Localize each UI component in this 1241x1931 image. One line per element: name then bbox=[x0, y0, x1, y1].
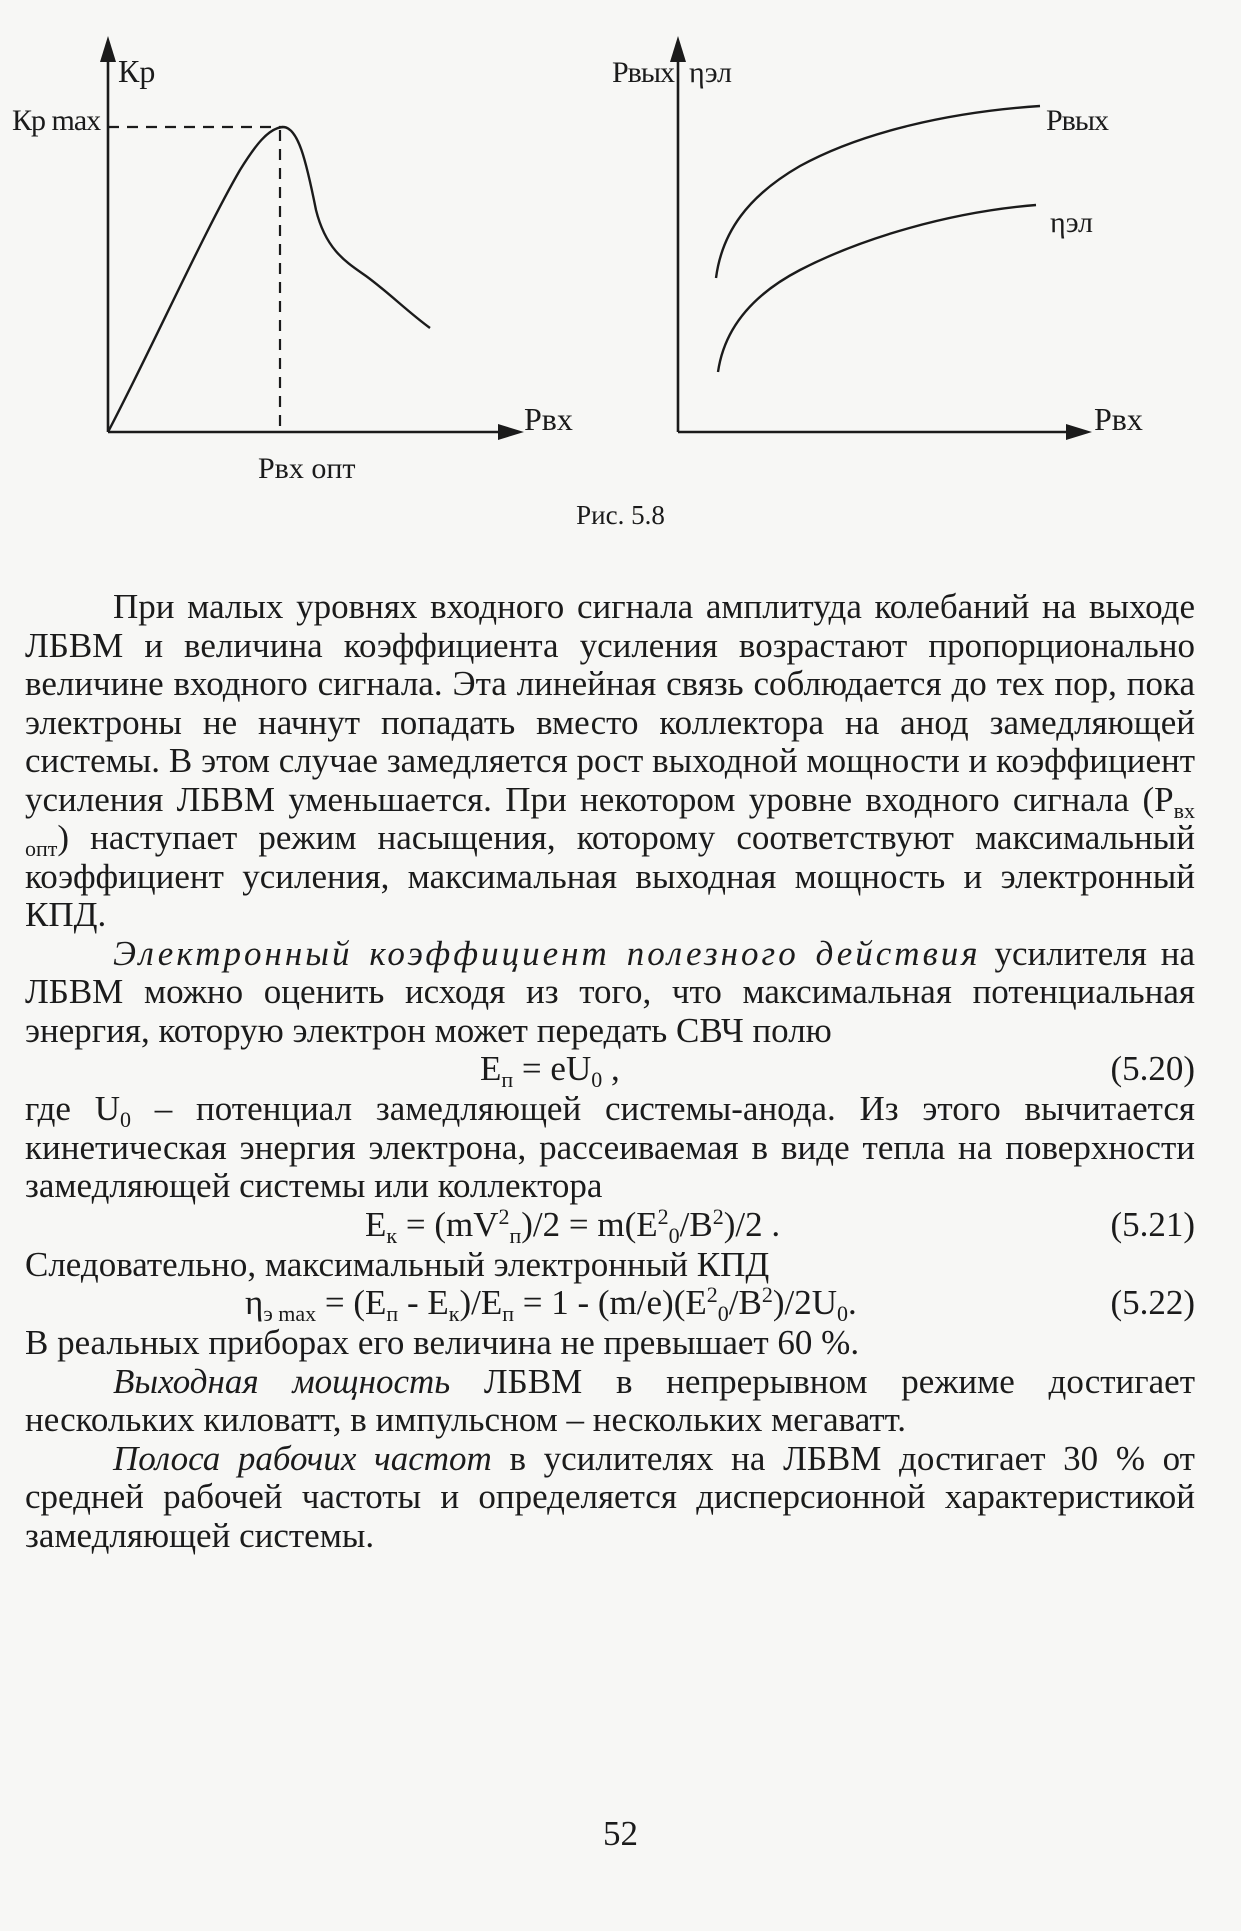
paragraph-bandwidth: Полоса рабочих частот в усилителях на ЛБВМ достигает 30 % от средней рабочей частоты и определяется дисперсионной характеристикой замедляющей системы. bbox=[25, 1438, 1195, 1555]
right-y-label: Рвых bbox=[612, 56, 675, 89]
left-y-arrow bbox=[100, 36, 116, 62]
figure-caption: Рис. 5.8 bbox=[576, 500, 665, 530]
term-bandwidth: Полоса рабочих частот bbox=[113, 1438, 492, 1478]
equation-5-20-expr: $E_п = eU_0$ , bbox=[480, 1049, 620, 1092]
p-out-curve bbox=[716, 106, 1040, 278]
equation-5-22 bbox=[25, 1284, 1195, 1324]
paragraph-saturation: При малых уровнях входного сигнала амплитуда колебаний на выходе ЛБВМ и величина коэффициента усиления возрастают пропорционально величине входного сигнала. Эта линейная связь соблюдается до тех пор, пока электроны не начнут попадать вместо коллектора на анод замедляющей системы. В этом случае замедляется рост выходной мощности и коэффициент усиления ЛБВМ уменьшается. При некотором уровне входного сигнала $(Р_{вх опт})$ наступает режим насыщения, которому соответствуют максимальный коэффициент усиления, максимальная выходная мощность и электронный КПД. bbox=[25, 587, 1195, 934]
paragraph-kinetic: где $U_0$ – потенциал замедляющей системы-анода. Из этого вычитается кинетическая энергия электрона, рассеиваемая в виде тепла на поверхности замедляющей системы или коллектора bbox=[25, 1089, 1195, 1205]
kp-max-label: Кр max bbox=[12, 104, 101, 137]
eta-curve-label: ηэл bbox=[1050, 206, 1093, 239]
kp-curve bbox=[108, 127, 430, 432]
equation-5-21 bbox=[25, 1203, 1195, 1248]
right-plot bbox=[612, 36, 1143, 440]
body-text bbox=[25, 588, 1195, 1555]
left-y-label: Кр bbox=[118, 53, 156, 89]
equation-5-20 bbox=[25, 1050, 1195, 1090]
equation-5-20-number: (5.20) bbox=[1110, 1049, 1195, 1088]
equation-5-22-number: (5.22) bbox=[1110, 1283, 1195, 1322]
paragraph-real-devices: В реальных приборах его величина не превышает 60 %. bbox=[25, 1323, 860, 1362]
right-y-label-eta: ηэл bbox=[689, 56, 732, 89]
right-x-arrow bbox=[1066, 424, 1092, 440]
paragraph-output-power: Выходная мощность ЛБВМ в непрерывном режиме достигает нескольких киловатт, в импульсном – нескольких мегаватт. bbox=[25, 1361, 1195, 1439]
equation-5-22-expr: $\eta_{э max} = (E_п - E_к)/E_п = 1 - (m/e)(E^2_0/B^2)/2U_0$. bbox=[245, 1282, 857, 1326]
equation-5-21-number: (5.21) bbox=[1110, 1204, 1195, 1244]
paragraph-consequently: Следовательно, максимальный электронный КПД bbox=[25, 1244, 770, 1284]
page-number: 52 bbox=[603, 1814, 638, 1853]
left-x-arrow bbox=[498, 424, 524, 440]
p-out-curve-label: Рвых bbox=[1046, 104, 1109, 137]
eta-curve bbox=[718, 205, 1036, 372]
left-plot bbox=[12, 36, 573, 480]
term-electronic-efficiency: Электронный коэффициент полезного действия bbox=[113, 933, 981, 973]
term-output-power: Выходная мощность bbox=[113, 1361, 451, 1401]
equation-5-21-expr: $E_к = (mV^2_п)/2 = m(E^2_0/B^2)/2$ . bbox=[365, 1203, 781, 1248]
paragraph-efficiency: Электронный коэффициент полезного действия усилителя на ЛБВМ можно оценить исходя из того, что максимальная потенциальная энергия, которую электрон может передать СВЧ полю bbox=[25, 933, 1195, 1050]
figure-5-8 bbox=[0, 0, 1241, 480]
right-x-label: Рвх bbox=[1094, 401, 1143, 437]
p-opt-label: Рвх опт bbox=[258, 452, 356, 480]
left-x-label: Рвх bbox=[524, 401, 573, 437]
